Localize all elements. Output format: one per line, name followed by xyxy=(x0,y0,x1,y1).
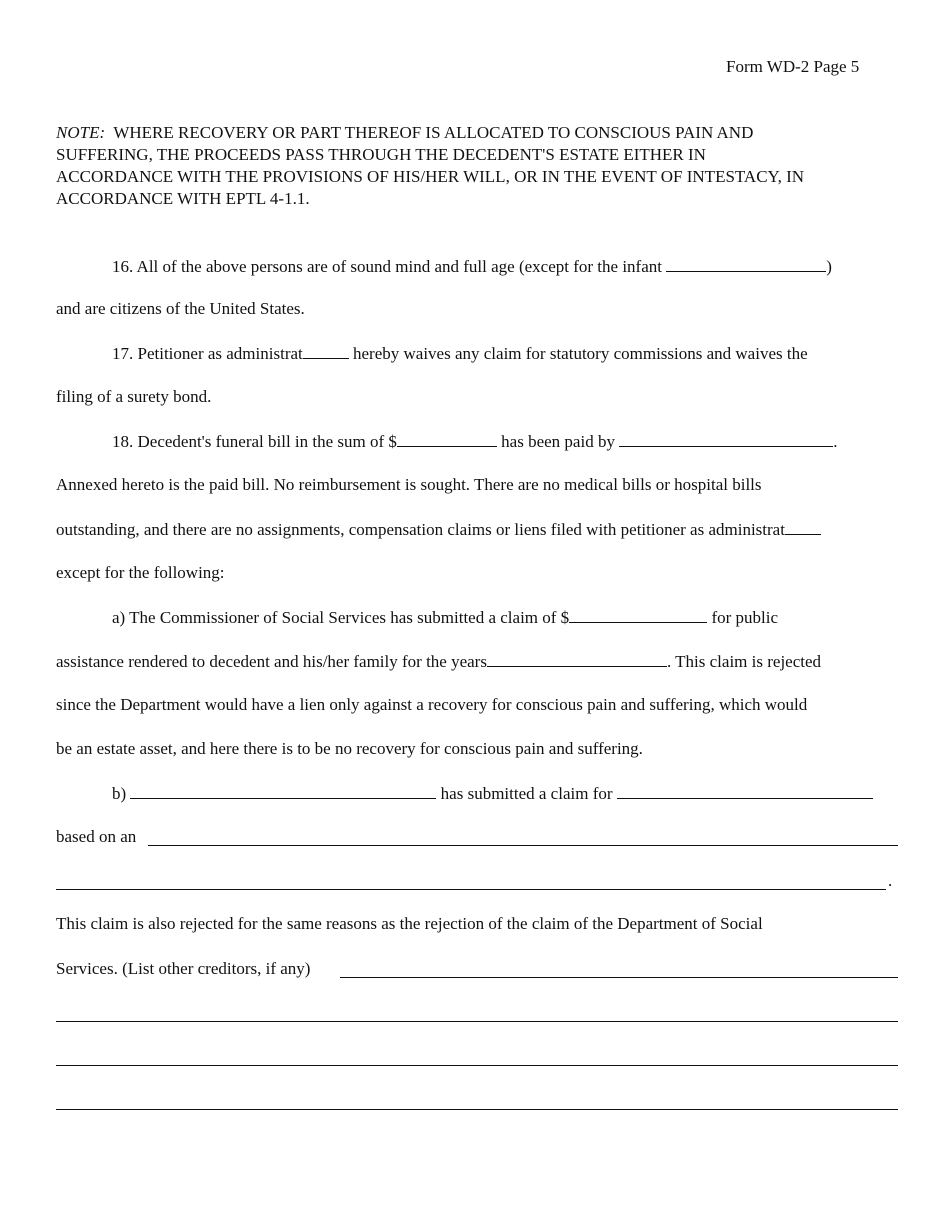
other-creditors-field[interactable] xyxy=(340,977,898,978)
note-line-4: ACCORDANCE WITH EPTL 4-1.1. xyxy=(56,189,310,208)
page-number-label: Form WD-2 Page 5 xyxy=(726,57,860,76)
other-creditors-line-2[interactable] xyxy=(56,1065,898,1066)
based-on-end-period: . xyxy=(888,871,893,890)
other-creditors-line-1[interactable] xyxy=(56,1021,898,1022)
item-b-line-2: based on an xyxy=(56,827,137,846)
paragraph-18-line-1: 18. Decedent's funeral bill in the sum of $ has been paid by . xyxy=(112,432,838,451)
administrator-suffix-field-2[interactable] xyxy=(785,519,821,535)
paragraph-18-line-2: Annexed hereto is the paid bill. No reimbursement is sought. There are no medical bills or hospital bills xyxy=(56,475,762,494)
funeral-bill-amount-field[interactable] xyxy=(397,431,497,447)
paragraph-18-line-3: outstanding, and there are no assignments, compensation claims or liens filed with petitioner as administrat xyxy=(56,519,821,540)
item-a-line-4: be an estate asset, and here there is to be no recovery for conscious pain and suffering. xyxy=(56,739,643,758)
item-b-rejection-text: This claim is also rejected for the same reasons as the rejection of the claim of the Department of Social xyxy=(56,914,763,933)
item-a-line-2: assistance rendered to decedent and his/her family for the years . This claim is rejected xyxy=(56,652,822,671)
social-services-claim-amount-field[interactable] xyxy=(569,607,707,623)
item-a-line-3: since the Department would have a lien only against a recovery for conscious pain and suffering, which would xyxy=(56,695,808,714)
paragraph-17-line-2: filing of a surety bond. xyxy=(56,387,212,406)
claimant-name-field[interactable] xyxy=(130,783,436,799)
other-creditors-line-3[interactable] xyxy=(56,1109,898,1110)
other-creditors-label: Services. (List other creditors, if any) xyxy=(56,959,311,978)
assistance-years-field[interactable] xyxy=(487,651,667,667)
based-on-field[interactable] xyxy=(148,845,898,846)
item-b-line-1: b) has submitted a claim for xyxy=(112,783,873,804)
infant-name-field[interactable] xyxy=(666,256,826,272)
based-on-continuation-field[interactable] xyxy=(56,889,886,890)
item-a-line-1: a) The Commissioner of Social Services has submitted a claim of $ for public xyxy=(112,608,779,627)
paragraph-18-line-4: except for the following: xyxy=(56,563,225,582)
note-block xyxy=(56,122,896,210)
paragraph-16-line-1: 16. All of the above persons are of sound mind and full age (except for the infant ) xyxy=(112,257,832,276)
note-label: NOTE: xyxy=(56,123,106,142)
note-line-2: SUFFERING, THE PROCEEDS PASS THROUGH THE DECEDENT'S ESTATE EITHER IN xyxy=(56,145,706,164)
claim-for-field[interactable] xyxy=(617,783,873,799)
note-line-1: NOTE: WHERE RECOVERY OR PART THEREOF IS ALLOCATED TO CONSCIOUS PAIN AND xyxy=(56,123,754,142)
paragraph-17-line-1: 17. Petitioner as administrat hereby waives any claim for statutory commissions and waives the xyxy=(112,344,808,363)
funeral-bill-paid-by-field[interactable] xyxy=(619,431,833,447)
paragraph-16-line-2: and are citizens of the United States. xyxy=(56,299,305,318)
note-line-3: ACCORDANCE WITH THE PROVISIONS OF HIS/HER WILL, OR IN THE EVENT OF INTESTACY, IN xyxy=(56,167,805,186)
administrator-suffix-field[interactable] xyxy=(303,343,349,359)
